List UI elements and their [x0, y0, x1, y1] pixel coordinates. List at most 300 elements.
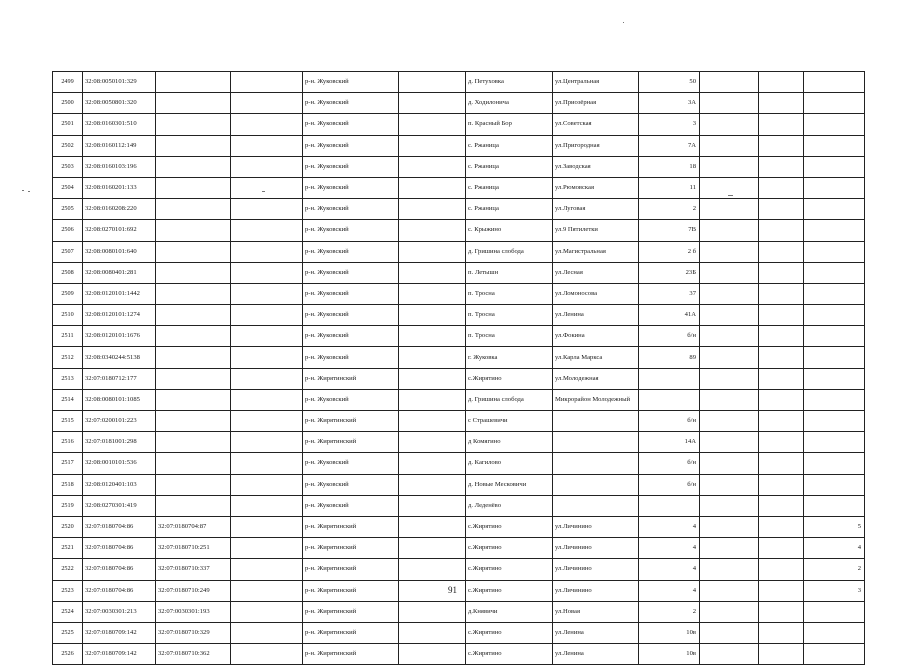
table-cell: 2516	[53, 432, 83, 453]
table-cell	[399, 474, 466, 495]
table-cell: 32:08:0160301:510	[83, 114, 156, 135]
table-cell: 32:08:0160201:133	[83, 177, 156, 198]
table-cell: 2517	[53, 453, 83, 474]
table-cell	[231, 347, 303, 368]
table-cell: г. Жуковка	[466, 347, 553, 368]
table-cell: 32:08:0080101:640	[83, 241, 156, 262]
table-cell	[804, 93, 865, 114]
table-cell: 2	[639, 199, 700, 220]
table-cell	[804, 601, 865, 622]
table-cell	[399, 495, 466, 516]
table-row	[53, 305, 865, 326]
table-cell: 32:08:0120401:103	[83, 474, 156, 495]
table-cell	[156, 135, 231, 156]
table-cell: ул.Центральная	[553, 72, 639, 93]
table-cell: 23Б	[639, 262, 700, 283]
table-cell	[156, 72, 231, 93]
table-row	[53, 199, 865, 220]
table-cell	[700, 114, 759, 135]
table-cell: 32:07:0180710:329	[156, 622, 231, 643]
table-cell: ул.Ленина	[553, 644, 639, 665]
table-cell	[700, 347, 759, 368]
table-cell: р-н. Жуковский	[303, 389, 399, 410]
table-cell: 32:07:0180710:249	[156, 580, 231, 601]
table-cell	[804, 347, 865, 368]
table-cell	[231, 411, 303, 432]
table-cell: 3А	[639, 93, 700, 114]
table-cell	[700, 220, 759, 241]
table-cell: 32:07:0180712:177	[83, 368, 156, 389]
table-cell	[399, 241, 466, 262]
table-cell: 4	[639, 559, 700, 580]
table-cell: ул.Ленина	[553, 622, 639, 643]
table-cell	[399, 199, 466, 220]
table-row	[53, 347, 865, 368]
table-row	[53, 538, 865, 559]
table-cell: д. Ходилонича	[466, 93, 553, 114]
table-cell	[759, 177, 804, 198]
table-cell: 2513	[53, 368, 83, 389]
table-cell	[759, 368, 804, 389]
table-cell: 2514	[53, 389, 83, 410]
table-cell	[231, 474, 303, 495]
table-cell: 2505	[53, 199, 83, 220]
table-cell	[804, 283, 865, 304]
table-cell	[804, 72, 865, 93]
table-cell	[156, 474, 231, 495]
table-cell	[700, 474, 759, 495]
table-cell	[639, 389, 700, 410]
table-cell	[804, 262, 865, 283]
table-cell	[399, 156, 466, 177]
table-cell: 32:07:0030301:213	[83, 601, 156, 622]
table-cell	[804, 453, 865, 474]
table-cell: р-н. Жирятинский	[303, 601, 399, 622]
table-cell	[700, 135, 759, 156]
table-cell: б/н	[639, 326, 700, 347]
table-cell: 7В	[639, 220, 700, 241]
table-cell	[399, 326, 466, 347]
table-cell	[399, 305, 466, 326]
table-cell	[553, 453, 639, 474]
table-cell: 32:07:0180710:337	[156, 559, 231, 580]
table-cell	[759, 411, 804, 432]
table-cell: п. Красный Бор	[466, 114, 553, 135]
table-cell	[759, 199, 804, 220]
table-cell: 32:08:0120101:1676	[83, 326, 156, 347]
table-cell: 2519	[53, 495, 83, 516]
table-row	[53, 411, 865, 432]
scan-speck	[623, 22, 624, 23]
table-cell: 32:08:0270101:692	[83, 220, 156, 241]
table-cell	[399, 72, 466, 93]
table-cell	[804, 389, 865, 410]
table-cell: 32:07:0180710:362	[156, 644, 231, 665]
table-row	[53, 559, 865, 580]
table-cell: с.Жирятино	[466, 516, 553, 537]
register-table-body	[53, 72, 865, 665]
table-cell	[156, 453, 231, 474]
table-cell: 2502	[53, 135, 83, 156]
table-cell	[804, 432, 865, 453]
table-cell	[639, 495, 700, 516]
table-cell: р-н. Жуковский	[303, 93, 399, 114]
table-cell: 32:08:0270301:419	[83, 495, 156, 516]
table-cell: ул.Пригородная	[553, 135, 639, 156]
table-cell: 32:07:0180704:86	[83, 580, 156, 601]
table-cell: с. Ржаница	[466, 177, 553, 198]
table-cell: р-н. Жуковский	[303, 305, 399, 326]
table-cell: 10в	[639, 622, 700, 643]
table-cell	[804, 326, 865, 347]
table-row	[53, 156, 865, 177]
table-cell: ул.Ленина	[553, 305, 639, 326]
table-cell: ул.Лесная	[553, 262, 639, 283]
table-cell: ул.Личинино	[553, 516, 639, 537]
table-cell: б/н	[639, 474, 700, 495]
table-cell: д. Гришина слобода	[466, 389, 553, 410]
table-cell	[231, 199, 303, 220]
table-cell: 2506	[53, 220, 83, 241]
table-cell: п. Тросна	[466, 326, 553, 347]
table-cell	[759, 220, 804, 241]
table-cell	[399, 453, 466, 474]
table-cell	[399, 601, 466, 622]
table-cell: 89	[639, 347, 700, 368]
table-cell: 5	[804, 516, 865, 537]
table-cell: 32:07:0200101:223	[83, 411, 156, 432]
table-cell: 32:07:0180704:87	[156, 516, 231, 537]
table-cell: р-н. Жуковский	[303, 453, 399, 474]
table-cell: д.Княвичи	[466, 601, 553, 622]
table-cell: ул.Молодежная	[553, 368, 639, 389]
table-cell: д. Новые Месковичи	[466, 474, 553, 495]
table-cell	[231, 601, 303, 622]
table-cell	[156, 347, 231, 368]
table-cell: р-н. Жирятинский	[303, 411, 399, 432]
table-cell	[231, 177, 303, 198]
table-cell: р-н. Жуковский	[303, 241, 399, 262]
table-cell: с.Жирятино	[466, 580, 553, 601]
table-cell: с. Ржаница	[466, 135, 553, 156]
table-cell	[759, 538, 804, 559]
table-cell	[399, 538, 466, 559]
table-cell	[759, 495, 804, 516]
table-cell: р-н. Жирятинский	[303, 432, 399, 453]
table-cell: п. Тросна	[466, 283, 553, 304]
table-cell	[804, 177, 865, 198]
table-cell	[759, 305, 804, 326]
table-cell	[399, 389, 466, 410]
table-cell: д Комягино	[466, 432, 553, 453]
table-cell	[231, 305, 303, 326]
table-cell: р-н. Жуковский	[303, 177, 399, 198]
table-cell	[804, 474, 865, 495]
table-cell: 10в	[639, 644, 700, 665]
register-table	[52, 71, 865, 665]
table-cell: п. Летышн	[466, 262, 553, 283]
table-cell: 3	[639, 114, 700, 135]
scan-speck	[262, 191, 265, 192]
table-cell	[759, 93, 804, 114]
table-row	[53, 601, 865, 622]
table-cell: ул.Приозёрная	[553, 93, 639, 114]
table-cell: р-н. Жирятинский	[303, 368, 399, 389]
table-cell	[759, 453, 804, 474]
table-cell	[156, 326, 231, 347]
table-cell: р-н. Жуковский	[303, 220, 399, 241]
table-cell: 4	[804, 538, 865, 559]
table-cell: р-н. Жуковский	[303, 347, 399, 368]
table-cell	[231, 495, 303, 516]
table-cell: р-н. Жуковский	[303, 72, 399, 93]
table-cell	[804, 135, 865, 156]
table-cell: с.Жирятино	[466, 368, 553, 389]
table-cell: 32:07:0180709:142	[83, 622, 156, 643]
table-cell: р-н. Жуковский	[303, 326, 399, 347]
table-cell	[759, 347, 804, 368]
table-cell	[700, 93, 759, 114]
table-cell	[759, 474, 804, 495]
table-cell: 2	[804, 559, 865, 580]
page-number: 91	[448, 585, 457, 595]
table-cell	[156, 93, 231, 114]
table-row	[53, 453, 865, 474]
table-cell	[231, 559, 303, 580]
table-cell	[156, 262, 231, 283]
table-cell	[156, 177, 231, 198]
table-cell: ул.Ломоносова	[553, 283, 639, 304]
table-cell: 32:07:0030301:193	[156, 601, 231, 622]
table-cell	[399, 347, 466, 368]
table-cell	[700, 389, 759, 410]
table-cell	[156, 411, 231, 432]
table-cell: 32:07:0181001:298	[83, 432, 156, 453]
table-cell	[231, 156, 303, 177]
table-cell	[231, 538, 303, 559]
table-row	[53, 72, 865, 93]
table-cell: р-н. Жирятинский	[303, 538, 399, 559]
table-row	[53, 241, 865, 262]
table-cell: 2515	[53, 411, 83, 432]
table-cell: р-н. Жуковский	[303, 199, 399, 220]
table-cell: ул.Советская	[553, 114, 639, 135]
table-cell	[700, 156, 759, 177]
table-cell	[399, 622, 466, 643]
table-cell	[231, 72, 303, 93]
table-row	[53, 135, 865, 156]
table-cell	[399, 432, 466, 453]
table-cell	[700, 368, 759, 389]
table-cell	[399, 220, 466, 241]
table-row	[53, 432, 865, 453]
table-cell: р-н. Жирятинский	[303, 580, 399, 601]
table-cell	[231, 368, 303, 389]
table-cell	[700, 241, 759, 262]
table-cell: 32:08:0340244:5138	[83, 347, 156, 368]
table-cell	[700, 305, 759, 326]
table-cell: 2501	[53, 114, 83, 135]
table-cell: 2508	[53, 262, 83, 283]
table-cell	[700, 538, 759, 559]
table-cell: б/н	[639, 453, 700, 474]
table-cell	[231, 114, 303, 135]
table-cell: 2524	[53, 601, 83, 622]
table-cell	[804, 495, 865, 516]
table-cell	[759, 622, 804, 643]
table-cell	[700, 622, 759, 643]
table-cell	[231, 93, 303, 114]
table-cell	[399, 114, 466, 135]
table-cell: 2507	[53, 241, 83, 262]
table-cell: р-н. Жуковский	[303, 114, 399, 135]
table-cell: 37	[639, 283, 700, 304]
table-cell: 32:07:0180704:86	[83, 559, 156, 580]
table-cell	[156, 305, 231, 326]
table-cell	[700, 559, 759, 580]
table-cell	[700, 199, 759, 220]
table-cell: 32:07:0180709:142	[83, 644, 156, 665]
table-row	[53, 326, 865, 347]
table-cell: с.Жирятино	[466, 622, 553, 643]
table-cell	[399, 93, 466, 114]
table-cell: п. Тросна	[466, 305, 553, 326]
table-cell	[700, 495, 759, 516]
table-cell: 2504	[53, 177, 83, 198]
table-cell	[553, 432, 639, 453]
table-row	[53, 644, 865, 665]
table-cell	[700, 432, 759, 453]
table-cell	[156, 283, 231, 304]
table-cell: 32:08:0120101:1274	[83, 305, 156, 326]
table-cell: р-н. Жирятинский	[303, 622, 399, 643]
table-cell	[804, 644, 865, 665]
table-cell: 2525	[53, 622, 83, 643]
scan-speck	[22, 190, 24, 191]
table-row	[53, 114, 865, 135]
table-cell: р-н. Жирятинский	[303, 516, 399, 537]
table-cell: 14А	[639, 432, 700, 453]
table-cell: 3	[804, 580, 865, 601]
table-cell: 18	[639, 156, 700, 177]
table-cell	[231, 622, 303, 643]
table-cell: 2521	[53, 538, 83, 559]
table-cell: 2511	[53, 326, 83, 347]
table-cell	[399, 559, 466, 580]
table-cell: р-н. Жуковский	[303, 262, 399, 283]
table-cell	[156, 220, 231, 241]
table-cell: р-н. Жуковский	[303, 474, 399, 495]
table-cell	[156, 114, 231, 135]
table-cell: ул.Фокина	[553, 326, 639, 347]
table-row	[53, 93, 865, 114]
table-cell	[553, 495, 639, 516]
table-cell: с.Жирятино	[466, 644, 553, 665]
table-cell	[399, 283, 466, 304]
table-cell: 2500	[53, 93, 83, 114]
table-cell	[700, 283, 759, 304]
table-cell: с.Жирятино	[466, 559, 553, 580]
table-cell	[399, 135, 466, 156]
table-cell	[399, 262, 466, 283]
table-cell	[804, 199, 865, 220]
table-cell	[759, 241, 804, 262]
table-cell	[231, 241, 303, 262]
table-cell	[804, 411, 865, 432]
table-cell	[553, 474, 639, 495]
table-cell	[759, 262, 804, 283]
table-cell: р-н. Жуковский	[303, 283, 399, 304]
table-cell: 2509	[53, 283, 83, 304]
table-cell	[700, 411, 759, 432]
table-cell: 7А	[639, 135, 700, 156]
table-cell	[700, 453, 759, 474]
table-cell	[231, 453, 303, 474]
table-cell: ул.Луговая	[553, 199, 639, 220]
table-cell	[156, 389, 231, 410]
table-cell	[759, 326, 804, 347]
table-cell	[759, 559, 804, 580]
table-cell	[804, 241, 865, 262]
table-cell	[231, 262, 303, 283]
table-cell: 2503	[53, 156, 83, 177]
table-cell	[700, 262, 759, 283]
table-cell	[639, 368, 700, 389]
table-cell	[399, 516, 466, 537]
table-cell	[399, 644, 466, 665]
table-cell: р-н. Жуковский	[303, 495, 399, 516]
table-cell: с.Жирятино	[466, 538, 553, 559]
table-cell	[231, 220, 303, 241]
table-cell: 4	[639, 538, 700, 559]
table-cell	[804, 368, 865, 389]
table-cell	[759, 114, 804, 135]
table-cell	[156, 199, 231, 220]
table-cell: 32:07:0180704:86	[83, 516, 156, 537]
table-cell: с Страшевичи	[466, 411, 553, 432]
table-cell	[156, 368, 231, 389]
table-cell	[231, 516, 303, 537]
table-cell: 32:07:0180704:86	[83, 538, 156, 559]
table-cell	[759, 601, 804, 622]
table-cell: 2518	[53, 474, 83, 495]
table-cell	[759, 389, 804, 410]
table-cell: 2520	[53, 516, 83, 537]
table-cell	[156, 432, 231, 453]
table-cell: р-н. Жирятинский	[303, 644, 399, 665]
table-cell	[759, 135, 804, 156]
table-cell	[759, 72, 804, 93]
table-row	[53, 516, 865, 537]
table-row	[53, 177, 865, 198]
table-cell: 41А	[639, 305, 700, 326]
table-cell: ул.Личинино	[553, 559, 639, 580]
table-cell	[399, 177, 466, 198]
table-cell: ул.Рюмовская	[553, 177, 639, 198]
table-cell: 32:08:0160208:220	[83, 199, 156, 220]
table-cell	[700, 601, 759, 622]
table-row	[53, 220, 865, 241]
table-cell: 2 б	[639, 241, 700, 262]
table-cell: д. Леденёво	[466, 495, 553, 516]
table-cell	[759, 432, 804, 453]
table-cell: д. Петуховка	[466, 72, 553, 93]
table-cell	[804, 156, 865, 177]
table-cell	[399, 411, 466, 432]
table-row	[53, 495, 865, 516]
table-cell: 50	[639, 72, 700, 93]
table-row	[53, 262, 865, 283]
